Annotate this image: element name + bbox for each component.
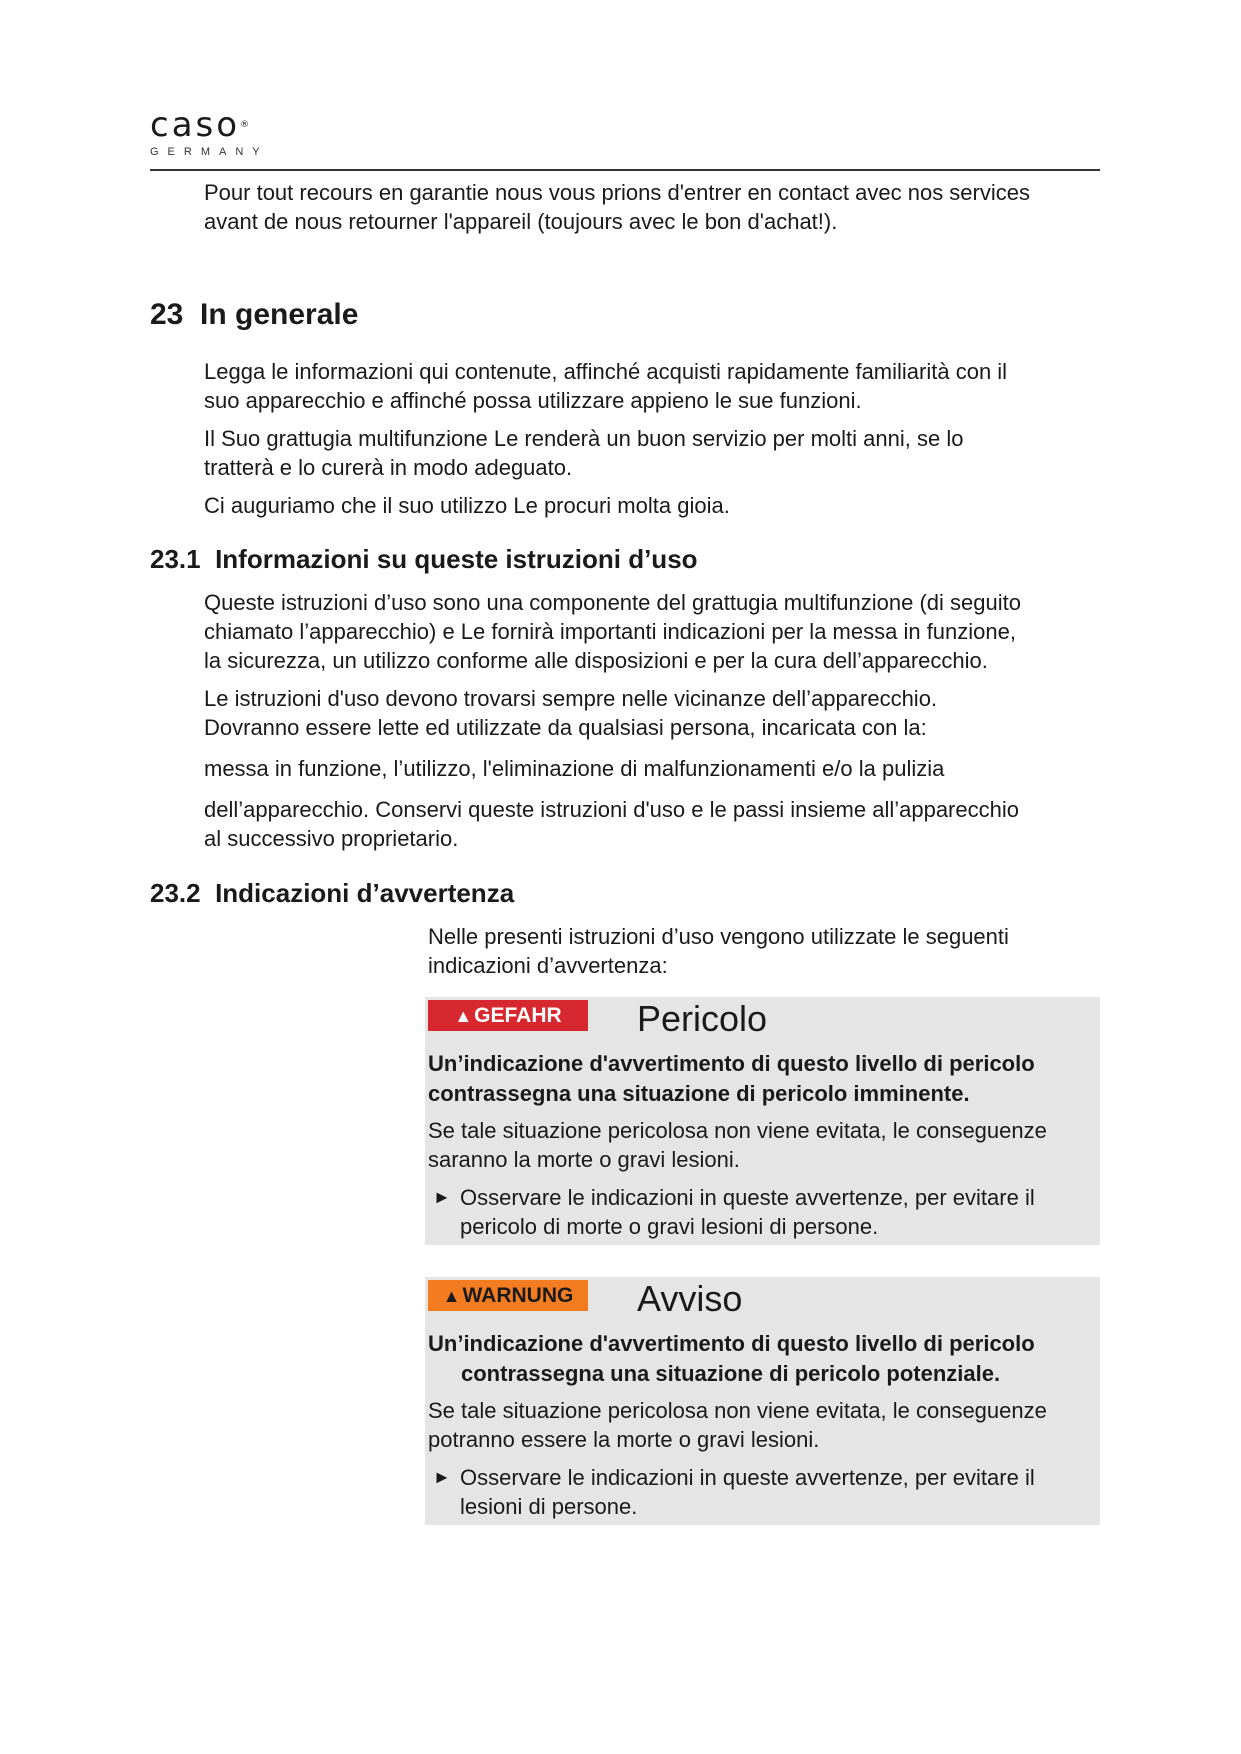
warning-triangle-icon: ▲ [442,1286,461,1306]
s23-p1-line2: suo apparecchio e affinché possa utilizzare appieno le sue funzioni. [204,388,862,413]
s231-p4-line1: dell’apparecchio. Conservi queste istruzioni d'uso e le passi insieme all’apparecchio [204,797,1019,822]
warning-text-line1: Se tale situazione pericolosa non viene evitata, le conseguenze [428,1398,1047,1423]
danger-signal-word: Pericolo [637,998,768,1039]
s231-p3: messa in funzione, l’utilizzo, l'eliminazione di malfunzionamenti e/o la pulizia [204,756,945,781]
warning-badge: ▲WARNUNG [428,1280,588,1311]
s232-intro-line1: Nelle presenti istruzioni d’uso vengono utilizzate le seguenti [428,924,1009,949]
s23-p2-line1: Il Suo grattugia multifunzione Le renderà un buon servizio per molti anni, se lo [204,426,964,451]
arrow-right-icon: ► [433,1187,451,1207]
danger-step-line1: Osservare le indicazioni in queste avvertenze, per evitare il [460,1185,1035,1210]
danger-text-line2: saranno la morte o gravi lesioni. [428,1147,740,1172]
logo-subtitle: GERMANY [150,146,269,158]
s23-p1-line1: Legga le informazioni qui contenute, affinché acquisti rapidamente familiarità con il [204,359,1008,384]
caso-logo [150,105,280,158]
logo-wordmark: caso® [150,105,250,145]
intro-line-1: Pour tout recours en garantie nous vous prions d'entrer en contact avec nos services [204,180,1030,205]
s231-p1-line2: chiamato l’apparecchio) e Le fornirà importanti indicazioni per la messa in funzione, [204,619,1016,644]
section-23-1-heading: 23.1 Informazioni su queste istruzioni d’uso [150,544,698,574]
s231-p1-line3: la sicurezza, un utilizzo conforme alle disposizioni e per la cura dell’apparecchio. [204,648,988,673]
s23-p2-line2: tratterà e lo curerà in modo adeguato. [204,455,573,480]
warning-step-line1: Osservare le indicazioni in queste avvertenze, per evitare il [460,1465,1035,1490]
section-23-heading: 23 In generale [150,298,359,331]
warning-triangle-icon: ▲ [454,1006,473,1026]
s231-p2-line1: Le istruzioni d'uso devono trovarsi sempre nelle vicinanze dell’apparecchio. [204,686,938,711]
warning-step-line2: lesioni di persone. [460,1494,638,1519]
s23-p3: Ci auguriamo che il suo utilizzo Le procuri molta gioia. [204,493,730,518]
warning-step [428,1463,1093,1521]
arrow-right-icon: ► [433,1467,451,1487]
intro-line-2: avant de nous retourner l'appareil (toujours avec le bon d'achat!). [204,209,838,234]
warning-box [425,1277,1100,1525]
s231-p4-line2: al successivo proprietario. [204,826,459,851]
s231-p1-line1: Queste istruzioni d’uso sono una componente del grattugia multifunzione (di seguito [204,590,1021,615]
danger-badge: ▲GEFAHR [428,1000,588,1031]
danger-step [428,1183,1093,1241]
section-23-2-heading: 23.2 Indicazioni d’avvertenza [150,878,515,908]
danger-warning-box [425,997,1100,1245]
warning-bold-line1: Un’indicazione d'avvertimento di questo livello di pericolo [428,1331,1035,1356]
danger-step-line2: pericolo di morte o gravi lesioni di persone. [460,1214,879,1239]
s231-p2-line2: Dovranno essere lette ed utilizzate da qualsiasi persona, incaricata con la: [204,715,927,740]
s232-intro-line2: indicazioni d’avvertenza: [428,953,668,978]
danger-text-line1: Se tale situazione pericolosa non viene evitata, le conseguenze [428,1118,1047,1143]
warning-bold-line2: contrassegna una situazione di pericolo potenziale. [461,1361,1001,1386]
danger-bold-line2: contrassegna una situazione di pericolo imminente. [428,1081,970,1106]
warning-signal-word: Avviso [637,1278,743,1319]
danger-bold-line1: Un’indicazione d'avvertimento di questo livello di pericolo [428,1051,1035,1076]
warning-text-line2: potranno essere la morte o gravi lesioni. [428,1427,820,1452]
header-divider [150,169,1100,171]
